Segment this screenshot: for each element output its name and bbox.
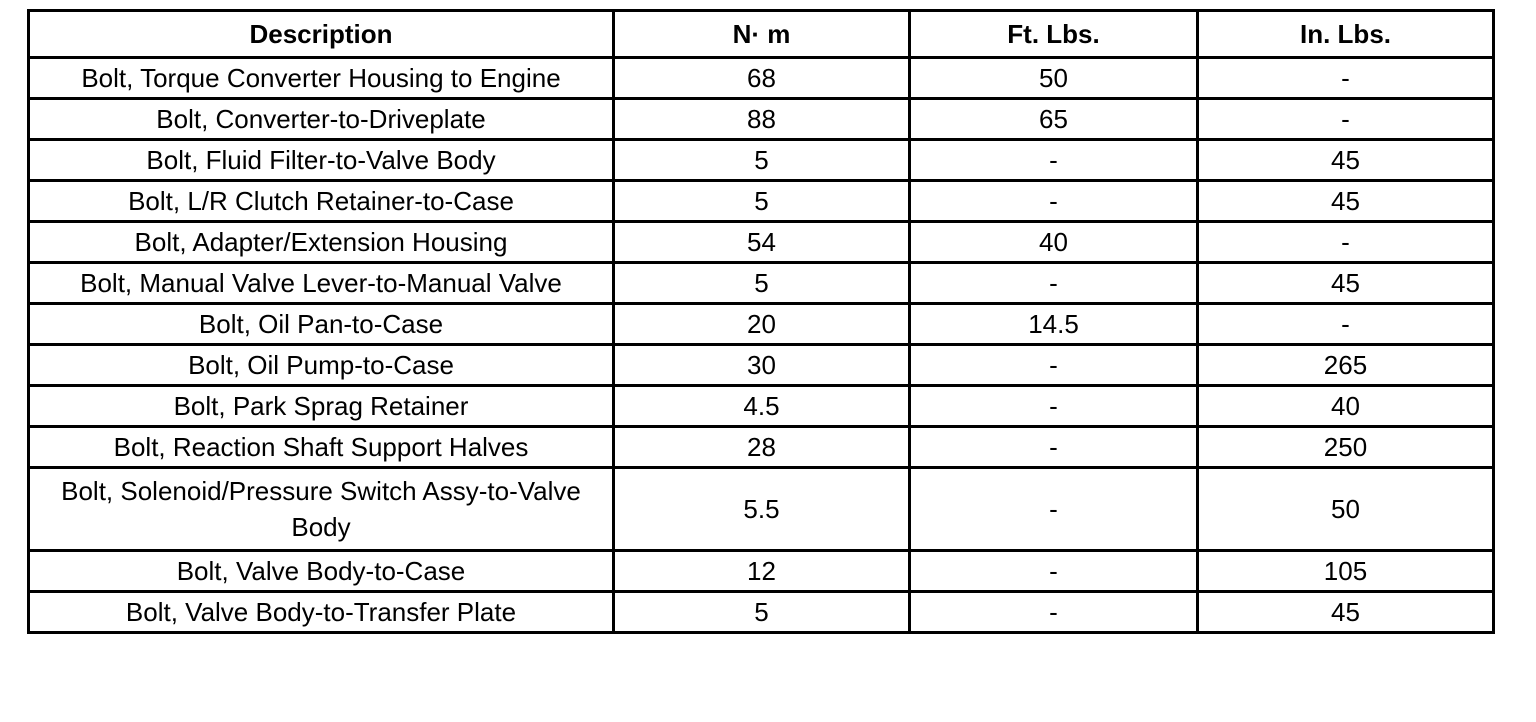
description-cell: Bolt, Torque Converter Housing to Engine xyxy=(29,58,614,99)
inch-pounds-cell: 45 xyxy=(1198,263,1494,304)
table-row xyxy=(29,304,1494,345)
newton-meters-cell: 28 xyxy=(614,427,910,468)
inch-pounds-cell: - xyxy=(1198,304,1494,345)
table-header-row xyxy=(29,11,1494,58)
description-cell: Bolt, Oil Pump-to-Case xyxy=(29,345,614,386)
table-row xyxy=(29,263,1494,304)
description-cell: Bolt, L/R Clutch Retainer-to-Case xyxy=(29,181,614,222)
table-row xyxy=(29,140,1494,181)
table-row xyxy=(29,386,1494,427)
newton-meters-cell: 5.5 xyxy=(614,468,910,551)
header-foot-pounds: Ft. Lbs. xyxy=(910,11,1198,58)
description-cell: Bolt, Reaction Shaft Support Halves xyxy=(29,427,614,468)
foot-pounds-cell: - xyxy=(910,345,1198,386)
foot-pounds-cell: 14.5 xyxy=(910,304,1198,345)
table-row xyxy=(29,427,1494,468)
inch-pounds-cell: 250 xyxy=(1198,427,1494,468)
table-row xyxy=(29,592,1494,633)
header-inch-pounds: In. Lbs. xyxy=(1198,11,1494,58)
newton-meters-cell: 5 xyxy=(614,140,910,181)
foot-pounds-cell: - xyxy=(910,181,1198,222)
table-row xyxy=(29,58,1494,99)
newton-meters-cell: 20 xyxy=(614,304,910,345)
inch-pounds-cell: - xyxy=(1198,58,1494,99)
foot-pounds-cell: 65 xyxy=(910,99,1198,140)
header-newton-meters: N· m xyxy=(614,11,910,58)
foot-pounds-cell: - xyxy=(910,427,1198,468)
inch-pounds-cell: - xyxy=(1198,222,1494,263)
foot-pounds-cell: - xyxy=(910,263,1198,304)
inch-pounds-cell: - xyxy=(1198,99,1494,140)
table-row xyxy=(29,222,1494,263)
newton-meters-cell: 5 xyxy=(614,263,910,304)
newton-meters-cell: 68 xyxy=(614,58,910,99)
inch-pounds-cell: 265 xyxy=(1198,345,1494,386)
description-cell: Bolt, Fluid Filter-to-Valve Body xyxy=(29,140,614,181)
newton-meters-cell: 12 xyxy=(614,551,910,592)
table-row xyxy=(29,345,1494,386)
inch-pounds-cell: 45 xyxy=(1198,592,1494,633)
foot-pounds-cell: 40 xyxy=(910,222,1198,263)
description-cell: Bolt, Adapter/Extension Housing xyxy=(29,222,614,263)
newton-meters-cell: 5 xyxy=(614,592,910,633)
foot-pounds-cell: - xyxy=(910,386,1198,427)
description-cell: Bolt, Manual Valve Lever-to-Manual Valve xyxy=(29,263,614,304)
foot-pounds-cell: 50 xyxy=(910,58,1198,99)
inch-pounds-cell: 105 xyxy=(1198,551,1494,592)
foot-pounds-cell: - xyxy=(910,551,1198,592)
inch-pounds-cell: 45 xyxy=(1198,181,1494,222)
foot-pounds-cell: - xyxy=(910,468,1198,551)
newton-meters-cell: 88 xyxy=(614,99,910,140)
description-cell: Bolt, Oil Pan-to-Case xyxy=(29,304,614,345)
newton-meters-cell: 54 xyxy=(614,222,910,263)
table-row xyxy=(29,99,1494,140)
table-row xyxy=(29,551,1494,592)
description-cell: Bolt, Solenoid/Pressure Switch Assy-to-Valve Body xyxy=(29,468,614,551)
foot-pounds-cell: - xyxy=(910,592,1198,633)
description-cell: Bolt, Converter-to-Driveplate xyxy=(29,99,614,140)
newton-meters-cell: 4.5 xyxy=(614,386,910,427)
inch-pounds-cell: 50 xyxy=(1198,468,1494,551)
description-cell: Bolt, Park Sprag Retainer xyxy=(29,386,614,427)
header-description: Description xyxy=(29,11,614,58)
table-row xyxy=(29,468,1494,551)
inch-pounds-cell: 45 xyxy=(1198,140,1494,181)
description-cell: Bolt, Valve Body-to-Transfer Plate xyxy=(29,592,614,633)
description-cell: Bolt, Valve Body-to-Case xyxy=(29,551,614,592)
inch-pounds-cell: 40 xyxy=(1198,386,1494,427)
newton-meters-cell: 30 xyxy=(614,345,910,386)
foot-pounds-cell: - xyxy=(910,140,1198,181)
newton-meters-cell: 5 xyxy=(614,181,910,222)
torque-spec-table xyxy=(27,9,1495,634)
table-row xyxy=(29,181,1494,222)
